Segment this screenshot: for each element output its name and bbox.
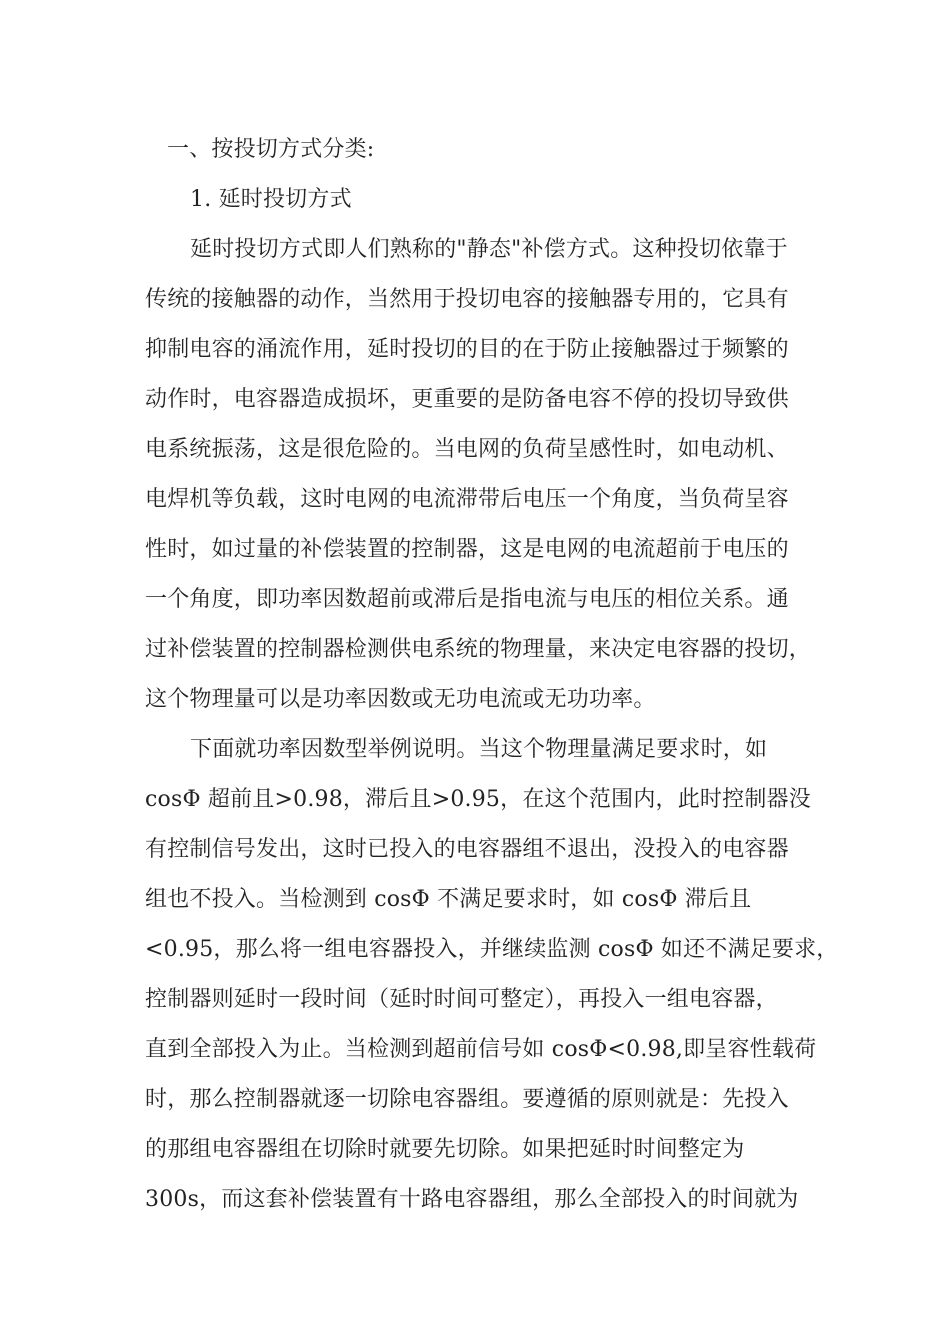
paragraph-line: 电焊机等负载，这时电网的电流滞带后电压一个角度，当负荷呈容	[145, 487, 789, 512]
paragraph-line: 这个物理量可以是功率因数或无功电流或无功功率。	[145, 687, 656, 712]
paragraph-line: 传统的接触器的动作，当然用于投切电容的接触器专用的，它具有	[145, 287, 789, 312]
paragraph-line: cosΦ 超前且>0.98，滞后且>0.95，在这个范围内，此时控制器没	[145, 787, 811, 812]
paragraph-line: 电系统振荡，这是很危险的。当电网的负荷呈感性时，如电动机、	[145, 437, 789, 462]
paragraph-line: 组也不投入。当检测到 cosΦ 不满足要求时，如 cosΦ 滞后且	[145, 887, 752, 912]
paragraph-line: 300s，而这套补偿装置有十路电容器组，那么全部投入的时间就为	[145, 1187, 799, 1212]
section-heading: 一、按投切方式分类:	[167, 137, 375, 162]
paragraph-line: 抑制电容的涌流作用，延时投切的目的在于防止接触器过于频繁的	[145, 337, 789, 362]
paragraph-line: 的那组电容器组在切除时就要先切除。如果把延时时间整定为	[145, 1137, 745, 1162]
paragraph-line: 延时投切方式即人们熟称的"静态"补偿方式。这种投切依靠于	[190, 237, 788, 262]
subsection-heading: 1. 延时投切方式	[190, 187, 352, 212]
paragraph-line: 时，那么控制器就逐一切除电容器组。要遵循的原则就是：先投入	[145, 1087, 789, 1112]
paragraph-line: 一个角度，即功率因数超前或滞后是指电流与电压的相位关系。通	[145, 587, 789, 612]
paragraph-line: <0.95，那么将一组电容器投入，并继续监测 cosΦ 如还不满足要求，	[145, 937, 839, 962]
paragraph-line: 性时，如过量的补偿装置的控制器，这是电网的电流超前于电压的	[145, 537, 789, 562]
paragraph-line: 动作时，电容器造成损坏，更重要的是防备电容不停的投切导致供	[145, 387, 789, 412]
paragraph-line: 控制器则延时一段时间（延时时间可整定），再投入一组电容器，	[145, 987, 778, 1012]
paragraph-line: 直到全部投入为止。当检测到超前信号如 cosΦ<0.98,即呈容性载荷	[145, 1037, 817, 1062]
paragraph-line: 过补偿装置的控制器检测供电系统的物理量，来决定电容器的投切，	[145, 637, 812, 662]
paragraph-line: 有控制信号发出，这时已投入的电容器组不退出，没投入的电容器	[145, 837, 789, 862]
paragraph-line: 下面就功率因数型举例说明。当这个物理量满足要求时，如	[190, 737, 768, 762]
